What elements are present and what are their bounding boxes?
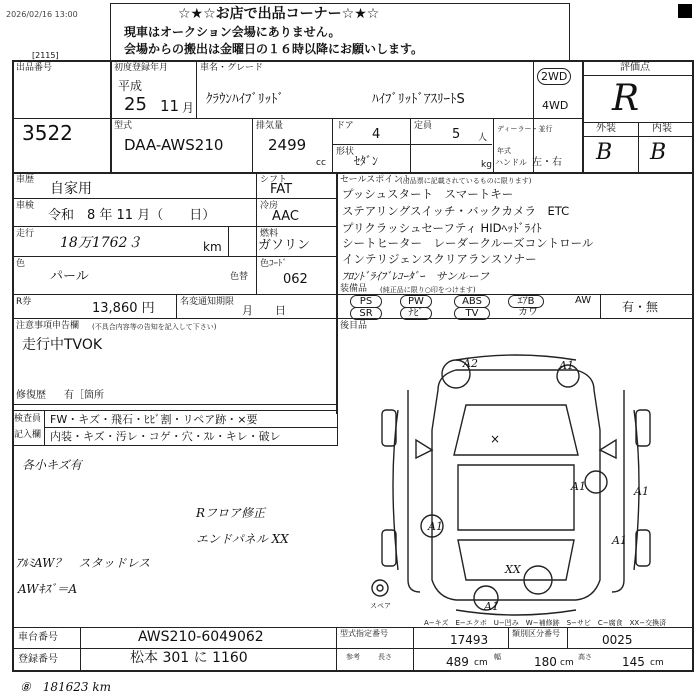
aircon-value: AAC [272,209,299,224]
equip-tv: TV [454,307,490,320]
width-value: 180 [534,655,557,669]
length-value: 489 [446,655,469,669]
equip-navi: ﾅﾋﾞ [400,307,432,320]
exterior-grade: B [596,140,613,165]
grade-name: ﾊｲﾌﾞﾘｯﾄﾞｱｽﾘｰﾄS [372,92,465,107]
sales-point-1: プッシュスタート スマートキー [342,187,514,201]
inspector-label-1: 検査員 [14,414,42,424]
notice-title: ☆★☆お店で出品コーナー☆★☆ [178,6,380,22]
mark-a1-bottom: A1 [484,600,499,613]
fuel-value: ガソリン [258,238,311,253]
displacement-unit: cc [316,158,326,168]
corner-mark [678,4,692,18]
note-floor-repair: Rフロア修正 [196,506,266,520]
sales-point-6: ﾌﾛﾝﾄﾞﾗｲﾌﾞﾚｺｰﾀﾞｰ サンルーフ [342,270,490,283]
bottom-mileage-note: ⑧ 181623 km [20,680,112,694]
chassis-value: AWS210-6049062 [138,629,264,645]
history-label: 車歴 [16,175,35,185]
capacity-unit: 人 [478,133,488,143]
declaration-label: 注意事項申告欄 [16,321,80,331]
mark-a1-mid: A1 [612,534,627,547]
type-label: 型式 [114,121,133,131]
width-label: 幅 [494,653,501,661]
length-unit: cm [474,658,488,668]
note-scratches: 各小キズ有 [22,458,82,472]
shaken-label: 車検 [16,201,35,211]
plate-value: 松本 301 に 1160 [130,650,248,666]
color-label: 色 [16,259,26,269]
color-value: パール [50,269,89,284]
sales-point-2: ステアリングスイッチ・バックカメラ ETC [342,204,570,218]
sales-point-5: インテリジェンスクリアランスソナー [342,252,537,266]
registration-era: 平成 [118,79,143,93]
equip-pw: PW [400,295,432,308]
equip-aw: AW [575,295,592,306]
model-name: ｸﾗｳﾝﾊｲﾌﾞﾘｯﾄﾞ [206,92,284,107]
capacity-label: 定員 [414,121,433,131]
doors-value: 4 [372,127,381,142]
mileage-label: 走行 [16,229,35,239]
equipment-label: 装備品 [340,284,368,294]
shift-label: シフト [260,175,288,185]
mileage-unit: km [203,240,222,254]
color-code-value: 062 [283,272,308,287]
mark-a2: A2 [463,357,478,370]
handle-value: 左・右 [532,157,562,168]
sales-points-sub: (出品票に記載されているものに限ります) [400,177,532,185]
doors-label: ドア [336,121,354,131]
shape-label: 形状 [336,147,355,157]
aircon-label: 冷房 [260,201,279,211]
fuel-label: 燃料 [260,229,279,239]
timestamp: 2026/02/16 13:00 [6,10,78,19]
displacement-label: 排気量 [256,121,284,131]
declaration-value: 走行中TVOK [22,337,103,353]
drive-2wd: 2WD [537,68,571,85]
registration-label: 初度登録年月 [114,63,169,73]
mark-xx: XX [505,563,521,576]
class-no-value: 0025 [602,633,633,647]
height-unit: cm [650,658,664,668]
ref-label-1: 参考 [346,653,360,661]
year-label: 年式 [497,147,511,155]
class-no-label: 類別区分番号 [512,629,560,638]
lot-number: 3522 [22,121,73,145]
shape-value: ｾﾀﾞﾝ [354,154,379,168]
mark-x: × [490,432,501,446]
height-label: 高さ [578,653,592,661]
exterior-label: 外装 [596,123,616,134]
equip-abs: ABS [454,295,490,308]
shift-value: FAT [270,182,293,197]
mark-a1-right: A1 [571,480,586,493]
height-value: 145 [622,655,645,669]
mileage-value: 18万1762３ [60,235,142,251]
color-code-label: 色ｺｰﾄﾞ [260,259,288,269]
sales-point-4: シートヒーター レーダークルーズコントロール [342,236,594,250]
handle-label: ハンドル [495,158,527,167]
notice-deadline-label: 名変通知期限 [180,297,235,307]
rear-seat-label: 後目品 [340,321,368,331]
sales-point-3: プリクラッシュセーフティ HIDﾍｯﾄﾞﾗｲﾄ [342,221,542,235]
equip-yes-no: 有・無 [622,300,659,314]
equipment-sub: (純正品に限り○印をつけます) [380,286,476,294]
damage-legend: A−キズ E−エクボ U−凹み W−補修跡 S−サビ C−腐食 XX−交換済 [424,619,667,627]
interior-label: 内装 [652,123,672,134]
mark-a1-far: A1 [634,485,649,498]
drive-4wd: 4WD [542,99,569,112]
inspector-row-1: FW・キズ・飛石・ﾋﾋﾞ割・リペア跡・×要 [50,413,258,426]
sales-points-label: セールスポイント [340,175,412,185]
equip-ps: PS [350,295,382,308]
dealer-label: ディーラー・並行 [497,125,553,133]
history-value: 自家用 [50,181,92,197]
plate-label: 登録番号 [18,654,58,665]
shaken-value: 令和 8 年 11 月（ 日） [48,208,216,223]
note-end-panel: エンドパネル XX [196,532,289,546]
registration-month: 11 [160,97,180,115]
type-value: DAA-AWS210 [124,136,224,154]
tax-label: R券 [16,297,32,307]
width-unit: cm [560,658,574,668]
notice-line-1: 現車はオークション会場にありません。 [124,25,341,39]
kg-label: kg [481,160,492,170]
header-code: [2115] [32,51,59,60]
notice-line-2: 会場からの搬出は金曜日の１６時以降にお願いします。 [124,42,424,56]
rating-score: R [612,78,640,119]
note-aw-studless: ｱﾙﾐAW？ スタッドレス [16,556,151,570]
repair-label: 修復歴 [16,390,46,401]
equip-airbag: ｴｱB [508,295,544,308]
mark-a1-left: A1 [428,520,443,533]
color-change-label: 色替 [230,272,249,282]
equip-sr: SR [350,307,382,320]
displacement-value: 2499 [268,136,307,154]
inspector-row-2: 内装・キズ・汚レ・コゲ・穴・ｽﾚ・キレ・破レ [50,430,281,443]
equip-leather: カワ [518,307,538,318]
registration-month-unit: 月 [182,101,195,115]
inspector-label-2: 記入欄 [14,430,42,440]
type-no-value: 17493 [450,633,489,647]
mark-spare: スペア [370,602,391,610]
name-label: 車名・グレード [200,63,264,73]
registration-year: 25 [124,94,147,115]
chassis-label: 車台番号 [18,632,58,643]
type-no-label: 型式指定番号 [340,629,388,638]
repair-value: 有［箇所 [64,390,104,401]
declaration-sub: (不具合内容等の告知を記入して下さい) [92,323,217,331]
tax-value: 13,860 円 [92,301,155,316]
interior-grade: B [650,140,667,165]
note-aw-scratch: AWｷｽﾞ＝A [18,582,78,596]
capacity-value: 5 [452,127,461,142]
car-damage-diagram [338,330,694,620]
length-label: 長さ [378,653,392,661]
notice-deadline-value: 月 日 [242,304,286,317]
lot-label: 出品番号 [16,63,53,73]
rating-label: 評価点 [620,62,650,73]
mark-a1-top: A1 [559,359,574,372]
